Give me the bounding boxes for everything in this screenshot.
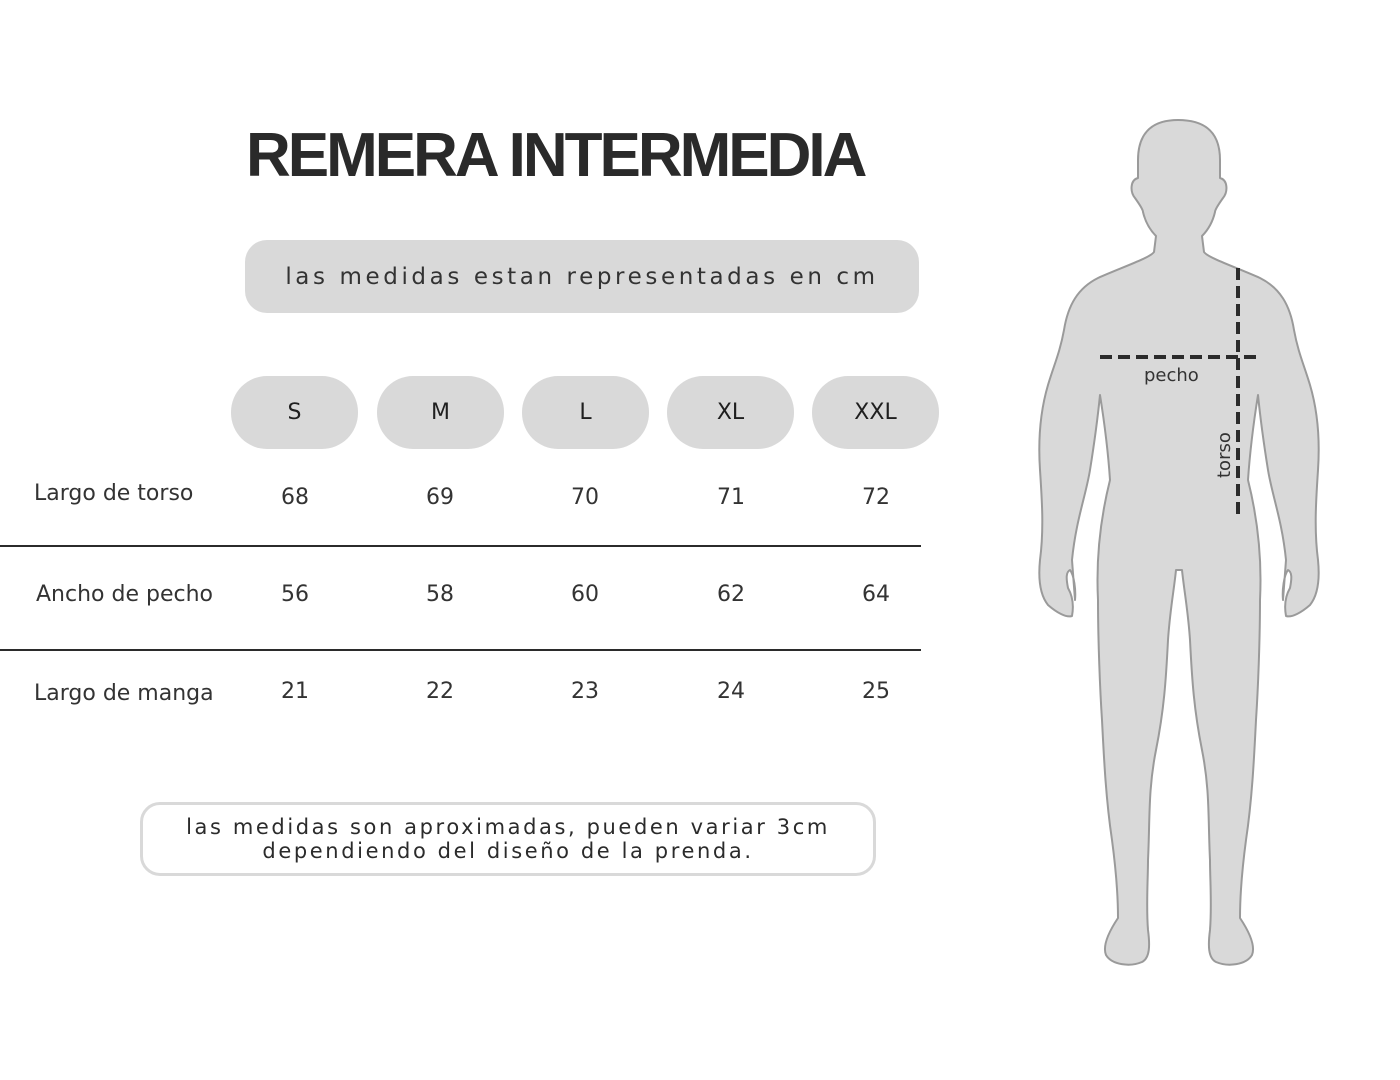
row-label-torso-length: Largo de torso <box>34 481 194 506</box>
size-header-xxl <box>812 376 939 449</box>
size-label: M <box>431 400 450 425</box>
row-divider <box>0 545 921 547</box>
table-cell: 56 <box>281 582 309 607</box>
size-label: S <box>287 400 302 425</box>
disclaimer-line: dependiendo del diseño de la prenda. <box>262 839 754 863</box>
table-cell: 70 <box>571 485 599 510</box>
table-cell: 68 <box>281 485 309 510</box>
table-cell: 24 <box>717 679 745 704</box>
table-cell: 23 <box>571 679 599 704</box>
disclaimer-line: las medidas son aproximadas, pueden variar 3cm <box>186 815 830 839</box>
table-cell: 69 <box>426 485 454 510</box>
size-header-l <box>522 376 649 449</box>
disclaimer-note <box>140 802 876 876</box>
size-label: L <box>579 400 592 425</box>
body-silhouette <box>1039 120 1318 965</box>
chest-label: pecho <box>1144 365 1199 386</box>
table-cell: 25 <box>862 679 890 704</box>
table-cell: 72 <box>862 485 890 510</box>
size-header-m <box>377 376 504 449</box>
row-divider <box>0 649 921 651</box>
table-cell: 71 <box>717 485 745 510</box>
table-cell: 60 <box>571 582 599 607</box>
body-figure-diagram <box>1020 100 1340 980</box>
page-title: REMERA INTERMEDIA <box>246 121 865 190</box>
table-cell: 58 <box>426 582 454 607</box>
row-label-chest-width: Ancho de pecho <box>36 582 213 607</box>
torso-label: torso <box>1214 432 1235 478</box>
units-note <box>245 240 919 313</box>
units-note-text: las medidas estan representadas en cm <box>285 263 879 290</box>
row-label-sleeve-length: Largo de manga <box>34 681 214 706</box>
size-label: XXL <box>854 400 897 425</box>
table-cell: 62 <box>717 582 745 607</box>
table-cell: 21 <box>281 679 309 704</box>
table-cell: 22 <box>426 679 454 704</box>
size-header-s <box>231 376 358 449</box>
size-header-xl <box>667 376 794 449</box>
table-cell: 64 <box>862 582 890 607</box>
size-label: XL <box>716 400 745 425</box>
